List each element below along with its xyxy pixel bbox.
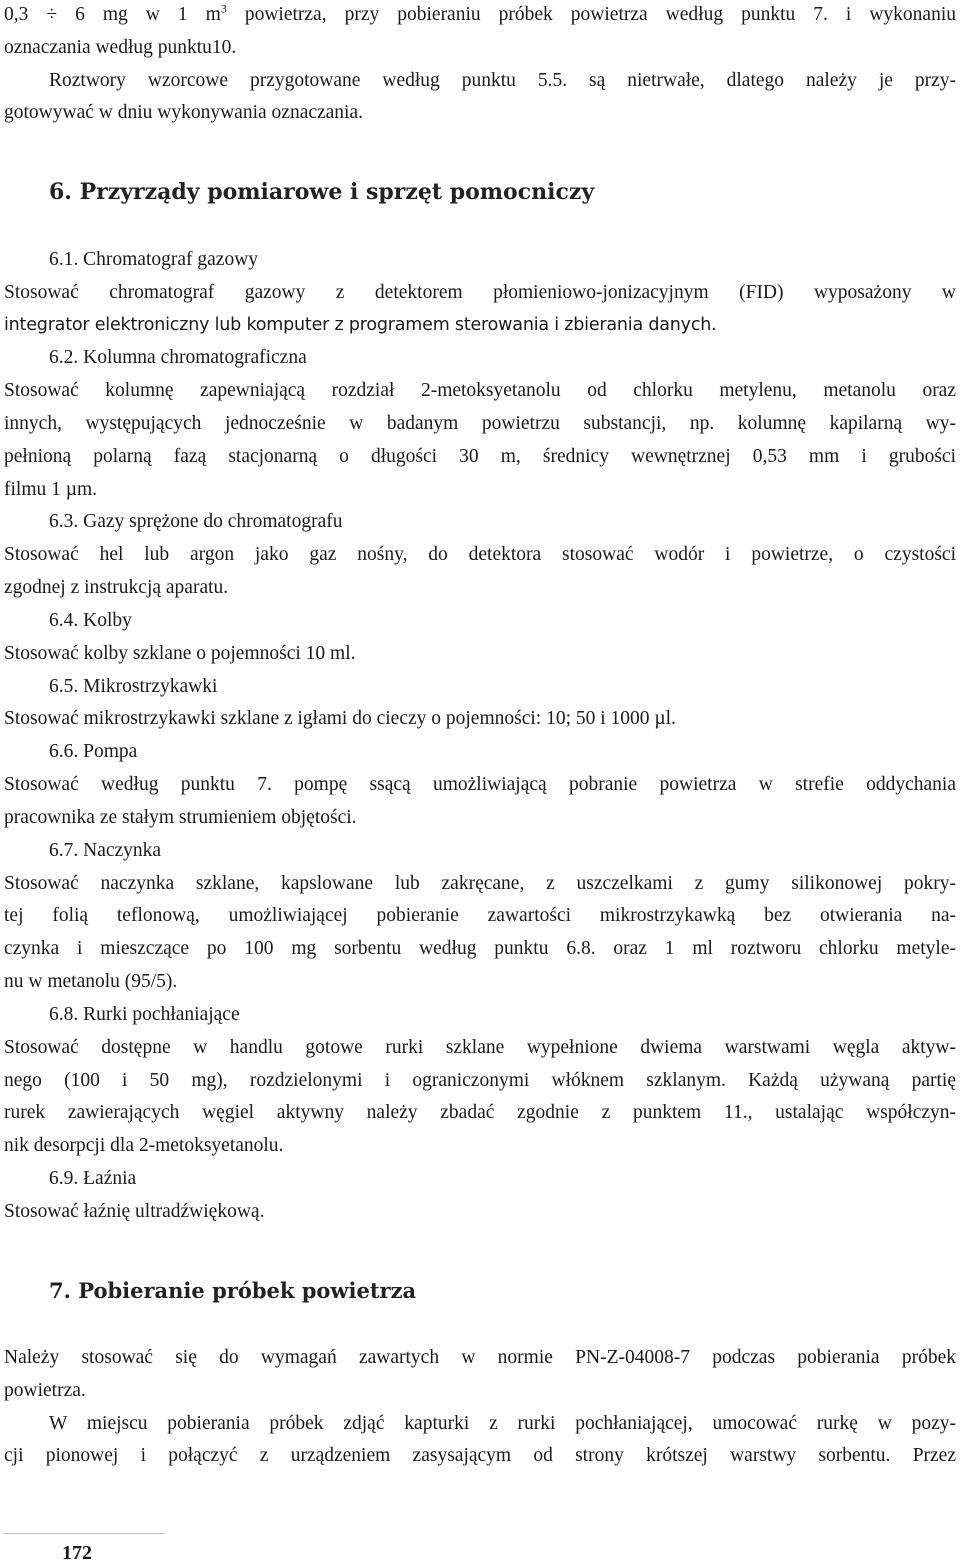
paragraph-line: Stosować według punktu 7. pompę ssącą umożliwiającą pobranie powietrza w strefie oddychania	[4, 774, 956, 795]
paragraph-line: zgodnej z instrukcją aparatu.	[4, 577, 229, 598]
subsection-title: 6.1. Chromatograf gazowy	[49, 249, 259, 270]
paragraph-line: Stosować mikrostrzykawki szklane z igłami do cieczy o pojemności: 10; 50 i 1000 µl.	[4, 708, 676, 729]
paragraph-line: tej folią teflonową, umożliwiającej pobieranie zawartości mikrostrzykawką bez otwierania na-	[4, 905, 956, 926]
paragraph-line: czynka i mieszczące po 100 mg sorbentu według punktu 6.8. oraz 1 ml roztworu chlorku metyle-	[4, 938, 956, 959]
text-run: powietrza, przy pobieraniu próbek powietrza według punktu 7. i wykonaniu	[226, 4, 956, 25]
paragraph-line: Stosować chromatograf gazowy z detektorem płomieniowo-jonizacyjnym (FID) wyposażony w	[4, 282, 956, 303]
paragraph-line: nik desorpcji dla 2-metoksyetanolu.	[4, 1135, 284, 1156]
paragraph-line: Roztwory wzorcowe przygotowane według punktu 5.5. są nietrwałe, dlatego należy je przy-	[49, 70, 956, 91]
paragraph-line: Stosować łaźnię ultradźwiękową.	[4, 1201, 265, 1222]
paragraph-line: Stosować hel lub argon jako gaz nośny, do detektora stosować wodór i powietrze, o czystości	[4, 544, 956, 565]
paragraph-line: nu w metanolu (95/5).	[4, 971, 178, 992]
paragraph-line: rurek zawierających węgiel aktywny należy zbadać zgodnie z punktem 11., ustalając współczyn-	[4, 1102, 956, 1123]
paragraph-line: gotowywać w dniu wykonywania oznaczania.	[4, 102, 364, 123]
paragraph-line: cji pionowej i połączyć z urządzeniem zasysającym od strony krótszej warstwy sorbentu. Przez	[4, 1445, 956, 1466]
paragraph-line: Stosować naczynka szklane, kapslowane lub zakręcane, z uszczelkami z gumy silikonowej pokry-	[4, 873, 956, 894]
paragraph-line	[4, 3, 956, 29]
subsection-title: 6.7. Naczynka	[49, 840, 162, 861]
paragraph-line: Stosować kolby szklane o pojemności 10 ml.	[4, 643, 356, 664]
section-heading-7: 7. Pobieranie próbek powietrza	[49, 1278, 417, 1303]
page-number: 172	[62, 1542, 92, 1564]
subsection-title: 6.8. Rurki pochłaniające	[49, 1004, 240, 1025]
paragraph-line: W miejscu pobierania próbek zdjąć kapturki z rurki pochłaniającej, umocować rurkę w pozy-	[49, 1413, 956, 1434]
footer-divider	[4, 1533, 164, 1534]
paragraph-line: pełnioną polarną fazą stacjonarną o długości 30 m, średnicy wewnętrznej 0,53 mm i grubości	[4, 446, 956, 467]
subsection-title: 6.9. Łaźnia	[49, 1168, 137, 1189]
superscript: 3	[220, 1, 227, 16]
paragraph-line: Należy stosować się do wymagań zawartych w normie PN-Z-04008-7 podczas pobierania próbek	[4, 1347, 956, 1368]
paragraph-line: oznaczania według punktu10.	[4, 37, 237, 58]
paragraph-line: Stosować kolumnę zapewniającą rozdział 2-metoksyetanolu od chlorku metylenu, metanolu oraz	[4, 380, 956, 401]
subsection-title: 6.4. Kolby	[49, 610, 132, 631]
paragraph-line: integrator elektroniczny lub komputer z programem sterowania i zbierania danych.	[4, 315, 717, 335]
section-heading-6: 6. Przyrządy pomiarowe i sprzęt pomocniczy	[49, 179, 595, 205]
text-run: 0,3 ÷ 6 mg w 1 m	[4, 4, 221, 25]
paragraph-line: pracownika ze stałym strumieniem objętości.	[4, 807, 357, 828]
paragraph-line: filmu 1 µm.	[4, 479, 98, 500]
subsection-title: 6.2. Kolumna chromatograficzna	[49, 347, 307, 368]
paragraph-line: nego (100 i 50 mg), rozdzielonymi i ograniczonymi włóknem szklanym. Każdą używaną partię	[4, 1070, 956, 1091]
subsection-title: 6.6. Pompa	[49, 741, 138, 762]
paragraph-line: powietrza.	[4, 1380, 86, 1401]
paragraph-line: Stosować dostępne w handlu gotowe rurki szklane wypełnione dwiema warstwami węgla aktyw-	[4, 1037, 956, 1058]
subsection-title: 6.5. Mikrostrzykawki	[49, 676, 218, 697]
paragraph-line: innych, występujących jednocześnie w badanym powietrzu substancji, np. kolumnę kapilarną wy-	[4, 413, 956, 434]
subsection-title: 6.3. Gazy sprężone do chromatografu	[49, 511, 343, 532]
